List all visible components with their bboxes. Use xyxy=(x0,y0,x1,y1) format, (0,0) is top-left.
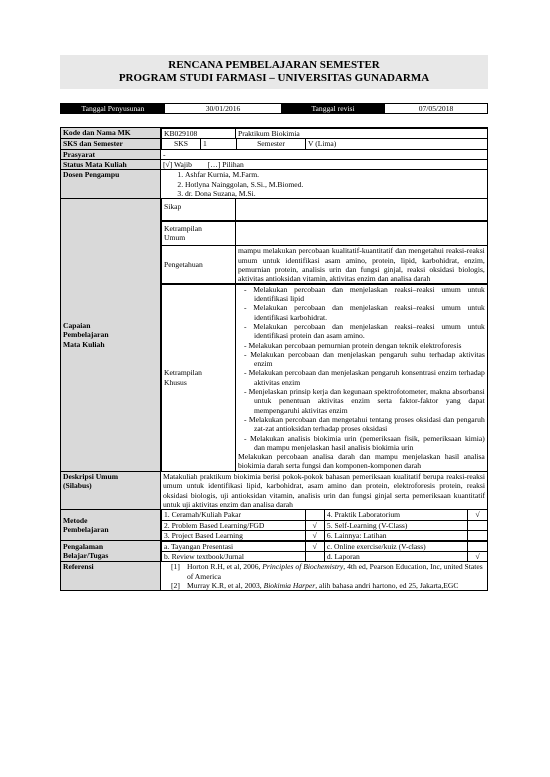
method-check: √ xyxy=(305,520,324,530)
semester-value: V (Lima) xyxy=(306,139,488,149)
lecturers-list xyxy=(163,170,485,198)
rps-document xyxy=(60,55,488,591)
created-value: 30/01/2016 xyxy=(165,104,281,114)
lecturer-item: 1. Ashfar Kurnia, M.Farm. xyxy=(185,170,485,179)
sks-label: SKS dan Semester xyxy=(61,139,161,150)
experience-check: √ xyxy=(305,541,324,551)
methods-label: Metode Pembelajaran xyxy=(61,510,161,541)
code-label: Kode dan Nama MK xyxy=(61,128,161,139)
khusus-item: - Melakukan percobaan pemurnian protein dengan teknik elektroforesis xyxy=(242,341,485,350)
method-item: 5. Self-Learning (V-Class) xyxy=(324,520,468,530)
method-check xyxy=(305,510,324,520)
khusus-item: - Melakukan percobaan dan menjelaskan reaksi–reaksi umum untuk identifikasi karbohidrat. xyxy=(242,303,485,322)
experience-item: d. Laporan xyxy=(324,551,468,561)
khusus-item: - Melakukan percobaan dan menjelaskan reaksi–reaksi umum untuk identifikasi protein dan asam amino. xyxy=(242,322,485,341)
pengetahuan-label: Pengetahuan xyxy=(162,246,236,284)
khusus-item: - Melakukan percobaan dan menjelaskan reaksi–reaksi umum untuk identifikasi lipid xyxy=(242,285,485,304)
method-item: 2. Problem Based Learning/FGD xyxy=(162,520,306,530)
pengetahuan-text: mampu melakukan percobaan kualitatif-kuantitatif dan mengetahui reaksi-reaksi umum untuk identifikasi asam amino, protein, lipid, karbohidrat, enzim, pemurnian protein, analisis urin dan fungsi ginjal, reaksi oksidasi biologis, aktivitas antioksidan vitamin, aktivitas enzim dan analisa darah xyxy=(236,246,488,284)
khusus-item: - Melakukan percobaan dan menjelaskan pengaruh konsentrasi enzim terhadap aktivitas enzim xyxy=(242,368,485,387)
khusus-footer: Melakukan percobaan analisa darah dan mampu menjelaskan hasil analisa biokimia darah serta fungsi dan komponen-komponen darah xyxy=(238,452,485,471)
reference-item: [1] Horton R.H, et al, 2006, Principles of Biochemistry, 4th ed, Pearson Education, Inc, united States of America xyxy=(171,562,483,581)
dates-table xyxy=(60,103,488,114)
reference-item: [2] Murray K.R, et al, 2003, Biokimia Harper, alih bahasa andri hartono, ed 25, Jakarta,EGC xyxy=(171,581,459,591)
sks-text: SKS xyxy=(162,139,201,149)
umum-label: Ketrampilan Umum xyxy=(162,221,236,245)
status-label: Status Mata Kuliah xyxy=(61,160,161,170)
course-code: KB029108 xyxy=(162,128,236,138)
experience-item: c. Online exercise/kuiz (V-class) xyxy=(324,541,468,551)
document-title xyxy=(60,55,488,89)
experience-item: a. Tayangan Presentasi xyxy=(162,541,306,551)
lecturer-item: 2. Hotlyna Nainggolan, S.Si., M.Biomed. xyxy=(185,180,485,189)
revised-label: Tanggal revisi xyxy=(281,104,385,114)
sks-value: 1 xyxy=(201,139,237,149)
method-check: √ xyxy=(305,530,324,540)
experience-check: √ xyxy=(468,551,487,561)
experience-item: b. Review textbook/Jurnal xyxy=(162,551,306,561)
title-line-2: PROGRAM STUDI FARMASI – UNIVERSITAS GUNADARMA xyxy=(118,72,430,84)
khusus-item: - Melakukan analisis biokimia urin (pemeriksaan fisik, pemeriksaan kimia) dan mampu menjelaskan hasil analisis biokimia urin xyxy=(242,434,485,453)
experience-check xyxy=(468,541,487,551)
khusus-item: - Melakukan percobaan dan menjelaskan pengaruh suhu terhadap aktivitas enzim xyxy=(242,350,485,369)
semester-text: Semester xyxy=(237,139,306,149)
experience-label: Pengalaman Belajar/Tugas xyxy=(61,541,161,562)
method-check: √ xyxy=(468,510,487,520)
status-wajib: [√] Wajib xyxy=(163,160,192,169)
method-item: 3. Project Based Learning xyxy=(162,530,306,540)
method-item: 4. Praktik Laboratorium xyxy=(324,510,468,520)
course-name: Praktikum Biokimia xyxy=(236,128,488,138)
lecturer-item: 3. dr. Dona Suzana, M.Si. xyxy=(185,189,485,198)
prereq-label: Prasyarat xyxy=(61,149,161,159)
title-line-1: RENCANA PEMBELAJARAN SEMESTER xyxy=(168,59,380,71)
created-label: Tanggal Penyusunan xyxy=(61,104,166,114)
khusus-label: Ketrampilan Khusus xyxy=(162,284,236,471)
references-list xyxy=(163,562,485,590)
description-label: Deskripsi Umum (Silabus) xyxy=(61,471,161,509)
methods-table xyxy=(161,509,488,541)
method-check xyxy=(468,520,487,530)
khusus-item: - Melakukan percobaan dan mengetahui tentang proses oksidasi dan pengaruh zat-zat antioksidan terhadap proses oksidasi xyxy=(242,415,485,434)
khusus-item: - Menjelaskan prinsip kerja dan kegunaan spektrofotometer, makna absorbansi untuk penentuan aktivitas enzim serta faktor-faktor yang dapat mempengaruhi aktivitas enzim xyxy=(242,387,485,415)
experience-table xyxy=(161,541,488,563)
method-item: 6. Lainnya: Latihan xyxy=(324,530,468,540)
revised-value: 07/05/2018 xyxy=(385,104,488,114)
sikap-label: Sikap xyxy=(162,199,236,221)
status-pilihan: […] Pilihan xyxy=(207,160,244,169)
description-text: Matakuliah praktikum biokimia berisi pokok-pokok bahasan pemeriksaan kualitatif berupa reaksi-reaksi umum untuk identifikasi lipid, karbohidrat, asam amino dan protein, elektroforesis protein, reaksi oksidasi biologis, uji antioksidan vitamin, analisis urin dan fungsi ginjal serta pemeriksaan kuantitatif untuk uji aktivitas enzim dan analisa darah xyxy=(161,471,488,509)
experience-check xyxy=(305,551,324,561)
khusus-list xyxy=(238,285,485,452)
outcomes-label: Capaian Pembelajaran Mata Kuliah xyxy=(61,199,161,472)
method-item: 1. Ceramah/Kuliah Pakar xyxy=(162,510,306,520)
method-check xyxy=(468,530,487,540)
course-table xyxy=(60,127,488,591)
prereq-value: - xyxy=(161,149,488,159)
references-label: Referensi xyxy=(61,562,161,591)
lecturers-label: Dosen Pengampu xyxy=(61,170,161,199)
